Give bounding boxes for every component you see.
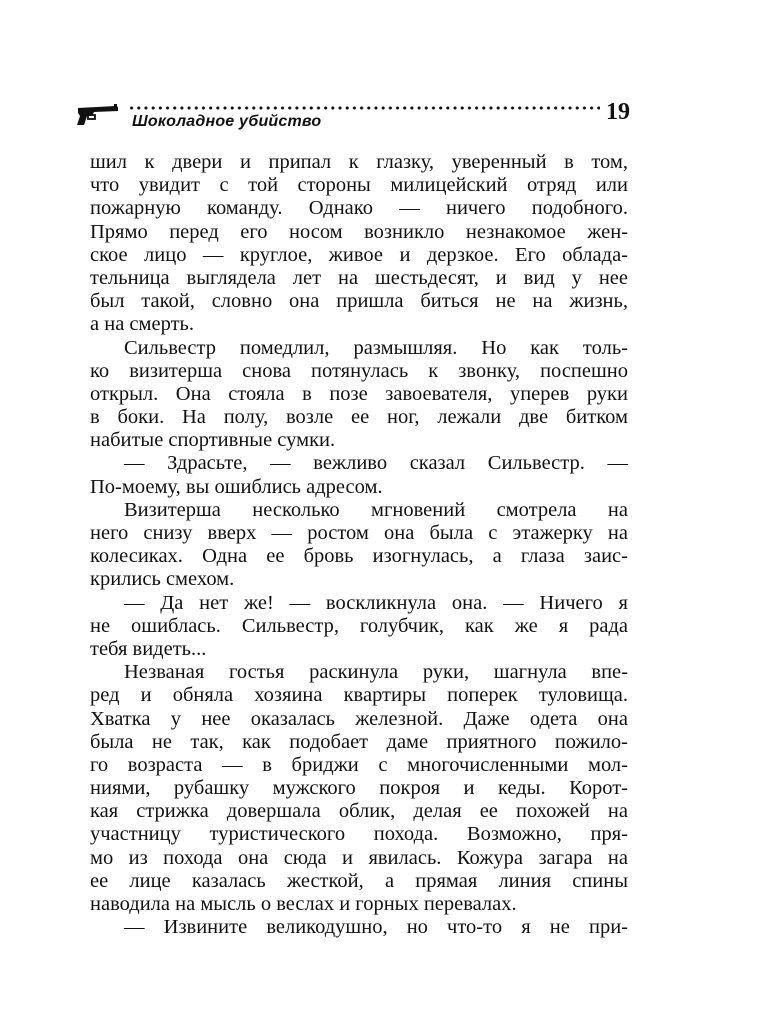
text-line: — Здрасьте, — вежливо сказал Сильвестр. — [124,452,628,475]
text-line: была не так, как подобает даме приятного пожило- [90,730,628,753]
text-line: наводила на мысль о веслах и горных перевалах. [90,893,517,915]
text-line: него снизу вверх — ростом она была с этажерку на [90,522,628,544]
text-line: что увидит с той стороны милицейский отряд или [90,174,628,197]
text-line: колесиках. Одна ее бровь изогнулась, а глаза заис- [90,545,628,568]
text-line: кая стрижка довершала облик, делая ее похожей на [90,800,628,823]
text-line: — Извините великодушно, но что-то я не при- [124,916,628,939]
running-header [76,100,632,140]
text-line: Незваная гостья раскинула руки, шагнула впе- [124,661,628,684]
text-line: участницу туристического похода. Возможно, пря- [90,823,628,846]
text-line: Визитерша несколько мгновений смотрела на [124,498,628,521]
text-line: Хватка у нее оказалась железной. Даже одета она [90,707,628,730]
body-text [90,151,628,939]
text-line: а на смерть. [90,313,195,336]
text-line: Прямо перед его носом возникло незнакомое жен- [90,220,628,243]
text-line: шил к двери и припал к глазку, уверенный в том, [90,151,628,173]
text-line: ее лице казалась жесткой, а прямая линия спины [90,869,628,892]
text-line: тельница выглядела лет на шестьдесят, и вид у нее [90,266,628,289]
text-line: в боки. На полу, возле ее ног, лежали две битком [90,406,628,429]
text-line: По-моему, вы ошиблись адресом. [90,475,383,498]
text-line: тебя видеть... [90,637,207,660]
text-line: пожарную команду. Однако — ничего подобного. [90,197,628,220]
page-number: 19 [606,99,630,125]
text-line: Сильвестр помедлил, размышляя. Но как толь- [124,336,628,359]
running-title: Шоколадное убийство [132,113,322,130]
text-line: был такой, словно она пришла биться не на жизнь, [90,290,628,313]
text-line: мо из похода она сюда и явилась. Кожура загара на [90,846,628,869]
text-line: набитые спортивные сумки. [90,429,336,452]
revolver-icon [76,102,120,128]
text-line: ред и обняла хозяина квартиры поперек туловища. [90,684,628,707]
text-line: крились смехом. [90,568,235,591]
text-line: не ошиблась. Сильвестр, голубчик, как же я рада [90,614,628,637]
text-line: го возраста — в бриджи с многочисленными мол- [90,753,628,776]
text-line: — Да нет же! — воскликнула она. — Ничего я [124,591,628,614]
leader-dots [128,106,600,110]
text-line: ко визитерша снова потянулась к звонку, поспешно [90,359,628,382]
text-line: ниями, рубашку мужского покроя и кеды. Корот- [90,777,628,800]
text-line: ское лицо — круглое, живое и дерзкое. Его облада- [90,243,628,266]
text-line: открыл. Она стояла в позе завоевателя, уперев руки [90,382,628,405]
